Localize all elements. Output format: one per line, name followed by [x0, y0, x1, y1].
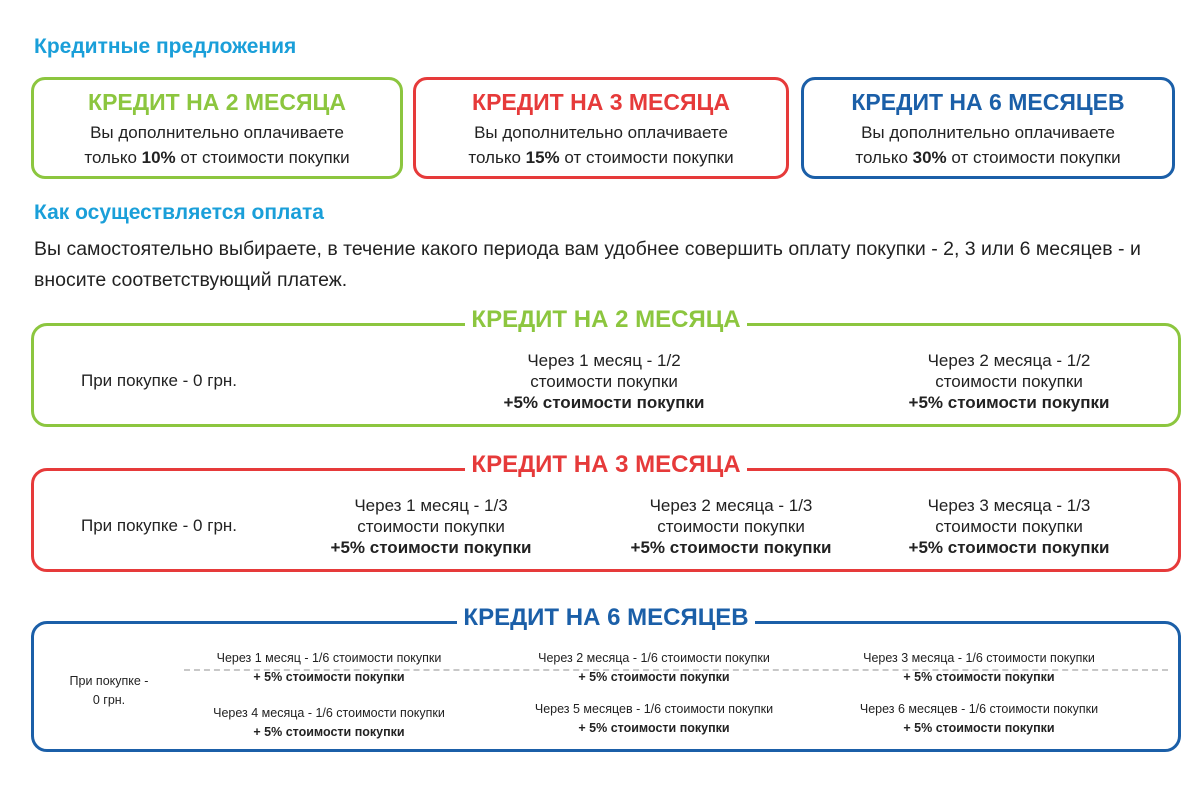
plan-initial-payment	[44, 672, 174, 710]
offer-desc-line1: Вы дополнительно оплачиваете	[474, 123, 728, 142]
step-line1: Через 3 месяца - 1/3	[927, 496, 1091, 515]
offer-desc-line1: Вы дополнительно оплачиваете	[90, 123, 344, 142]
plan-step-3	[819, 649, 1139, 687]
offer-card-2-months	[31, 77, 403, 179]
step-line1: Через 2 месяца - 1/6 стоимости покупки	[538, 651, 770, 665]
offer-title: КРЕДИТ НА 3 МЕСЯЦА	[472, 89, 730, 115]
step-fee: +5% стоимости покупки	[630, 538, 832, 557]
offer-desc-post: от стоимости покупки	[559, 148, 734, 167]
offers-heading: Кредитные предложения	[34, 35, 297, 58]
plan-2-months	[31, 306, 1181, 427]
offer-percent: 10%	[141, 148, 176, 167]
plan-initial-payment: При покупке - 0 грн.	[80, 371, 238, 390]
plan-step-2	[499, 649, 809, 687]
offer-title: КРЕДИТ НА 6 МЕСЯЦЕВ	[851, 89, 1125, 115]
payment-heading: Как осуществляется оплата	[34, 201, 324, 224]
offer-desc-post: от стоимости покупки	[946, 148, 1121, 167]
step-fee: + 5% стоимости покупки	[903, 670, 1055, 684]
step-fee: + 5% стоимости покупки	[253, 670, 405, 684]
step-fee: + 5% стоимости покупки	[578, 721, 730, 735]
step-line1: Через 2 месяца - 1/2	[927, 351, 1091, 370]
offer-desc-post: от стоимости покупки	[175, 148, 350, 167]
initial-line1: При покупке -	[69, 674, 149, 688]
plan-title	[34, 604, 1178, 632]
step-fee: +5% стоимости покупки	[908, 538, 1110, 557]
offer-desc-line2	[34, 145, 400, 170]
offer-card-6-months	[801, 77, 1175, 179]
step-line1: Через 1 месяц - 1/2	[527, 351, 681, 370]
plan-step-4	[179, 704, 479, 742]
plan-step-1	[179, 649, 479, 687]
step-line1: Через 2 месяца - 1/3	[649, 496, 813, 515]
offer-description	[416, 120, 786, 170]
plan-3-months	[31, 451, 1181, 572]
offer-desc-pre: только	[855, 148, 913, 167]
offer-description	[34, 120, 400, 170]
offer-desc-line2	[804, 145, 1172, 170]
offer-desc-pre: только	[84, 148, 142, 167]
step-line1: Через 1 месяц - 1/6 стоимости покупки	[216, 651, 442, 665]
offer-percent: 15%	[525, 148, 560, 167]
step-line2: стоимости покупки	[530, 372, 678, 391]
offer-description	[804, 120, 1172, 170]
step-fee: +5% стоимости покупки	[503, 393, 705, 412]
step-line1: Через 1 месяц - 1/3	[354, 496, 508, 515]
plan-step-3	[874, 495, 1144, 558]
step-fee: + 5% стоимости покупки	[903, 721, 1055, 735]
plan-step-2	[596, 495, 866, 558]
step-fee: + 5% стоимости покупки	[578, 670, 730, 684]
plan-title	[34, 451, 1178, 479]
step-line1: Через 6 месяцев - 1/6 стоимости покупки	[859, 702, 1099, 716]
plan-title	[34, 306, 1178, 334]
plan-step-5	[499, 700, 809, 738]
initial-line2: 0 грн.	[92, 693, 126, 707]
step-line1: Через 5 месяцев - 1/6 стоимости покупки	[534, 702, 774, 716]
plan-title-text: КРЕДИТ НА 2 МЕСЯЦА	[465, 306, 746, 333]
plan-step-6	[819, 700, 1139, 738]
offer-percent: 30%	[912, 148, 947, 167]
step-fee: + 5% стоимости покупки	[253, 725, 405, 739]
step-line2: стоимости покупки	[657, 517, 805, 536]
step-line2: стоимости покупки	[935, 372, 1083, 391]
step-line1: Через 4 месяца - 1/6 стоимости покупки	[213, 706, 445, 720]
step-fee: +5% стоимости покупки	[908, 393, 1110, 412]
plan-title-text: КРЕДИТ НА 3 МЕСЯЦА	[465, 451, 746, 478]
step-line1: Через 3 месяца - 1/6 стоимости покупки	[863, 651, 1095, 665]
offer-desc-line1: Вы дополнительно оплачиваете	[861, 123, 1115, 142]
offer-title: КРЕДИТ НА 2 МЕСЯЦА	[88, 89, 346, 115]
payment-intro: Вы самостоятельно выбираете, в течение какого периода вам удобнее совершить оплату покупки - 2, 3 или 6 месяцев - и вносите соответствующий платеж.	[34, 238, 1141, 291]
plan-initial-payment: При покупке - 0 грн.	[80, 516, 238, 535]
plan-step-2	[874, 350, 1144, 413]
offer-card-3-months	[413, 77, 789, 179]
offer-desc-line2	[416, 145, 786, 170]
plan-step-1	[474, 350, 734, 413]
offer-desc-pre: только	[468, 148, 526, 167]
step-line2: стоимости покупки	[357, 517, 505, 536]
plan-title-text: КРЕДИТ НА 6 МЕСЯЦЕВ	[457, 604, 754, 631]
step-fee: +5% стоимости покупки	[330, 538, 532, 557]
step-line2: стоимости покупки	[935, 517, 1083, 536]
plan-6-months	[31, 604, 1181, 752]
plan-step-1	[296, 495, 566, 558]
